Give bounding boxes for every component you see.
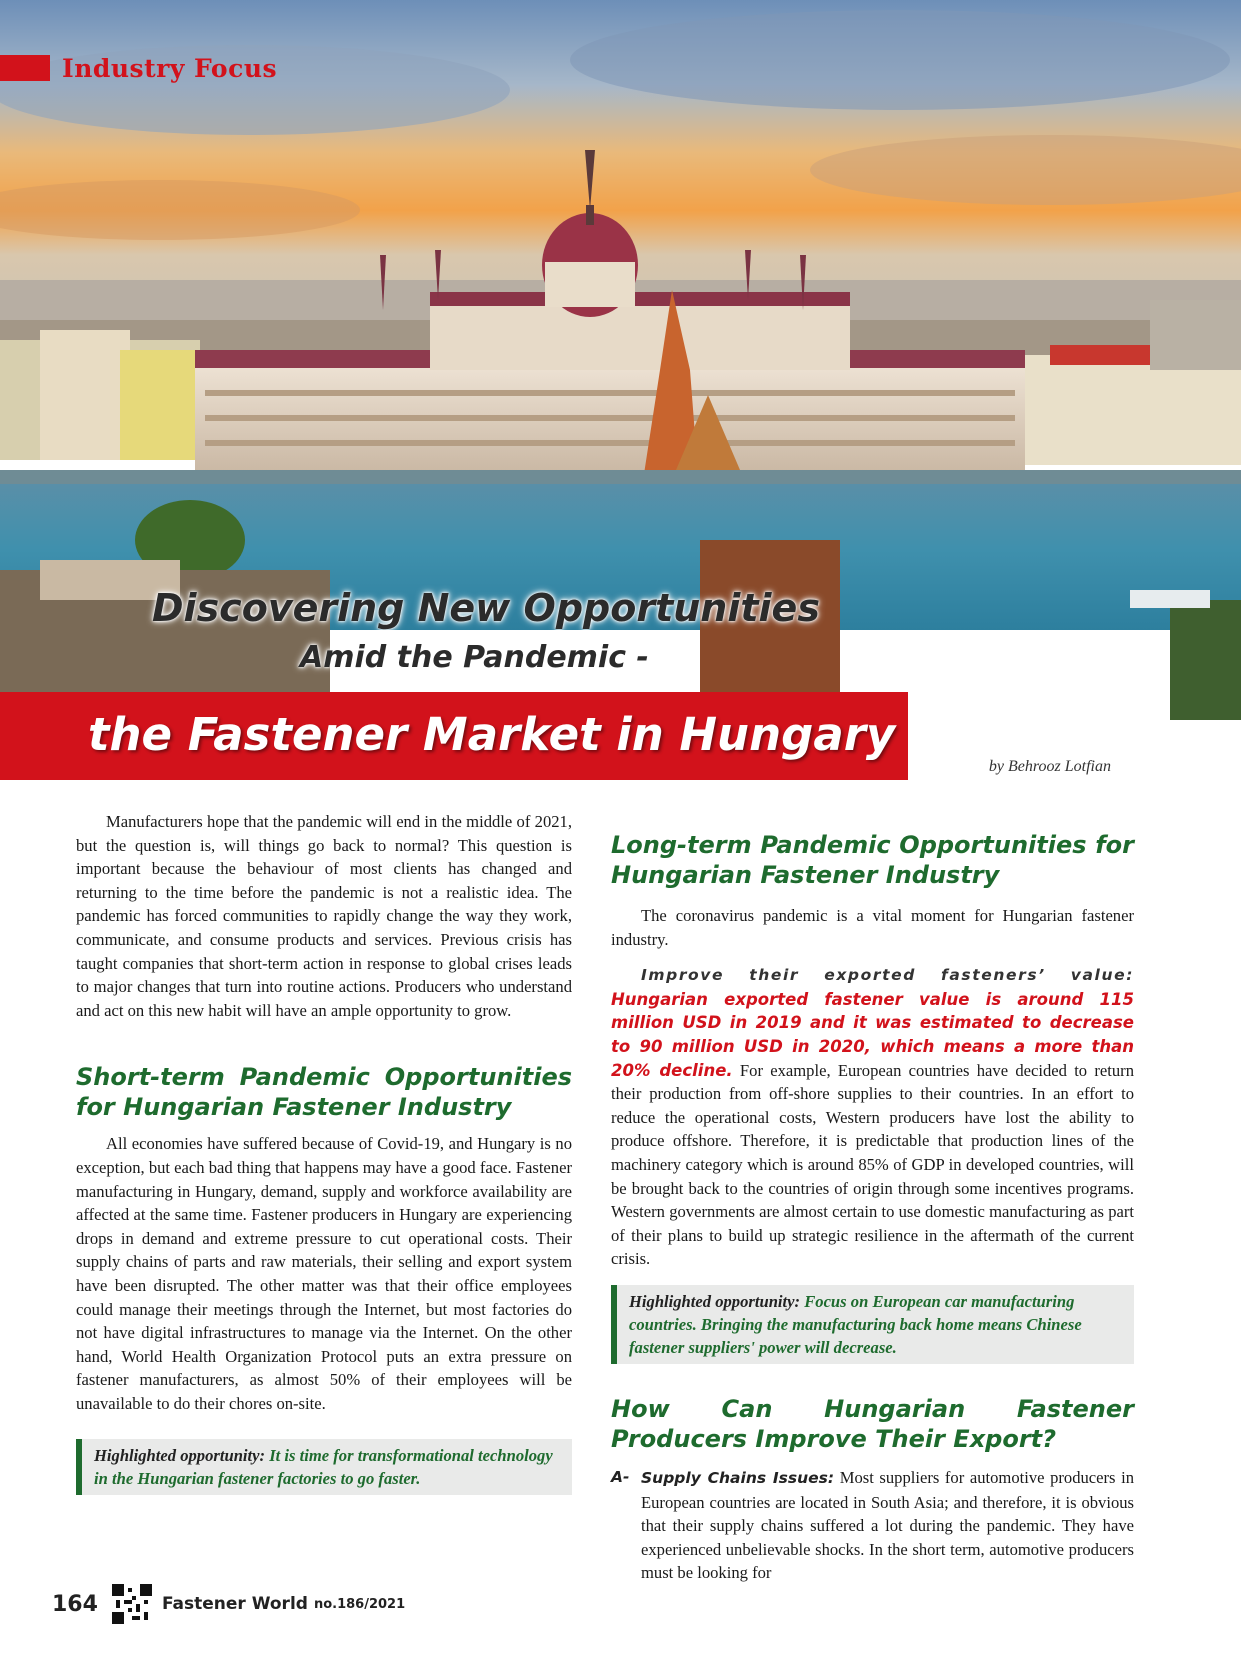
- highlight-label: Highlighted opportunity:: [629, 1291, 801, 1311]
- highlight-label: Highlighted opportunity:: [94, 1446, 266, 1466]
- export-value-lead: Improve their exported fasteners’ value:: [641, 966, 1134, 985]
- highlight-text: Focus on European car manufacturing countries. Bringing the manufacturing back home means Chinese fastener suppliers' power will decrease.: [629, 1291, 1082, 1357]
- title-line-2: Amid the Pandemic -: [300, 640, 649, 675]
- list-item: [611, 1466, 1134, 1585]
- right-column: [611, 810, 1134, 1585]
- section-tag: [0, 52, 277, 84]
- left-column: [76, 810, 572, 1495]
- export-value-paragraph: [611, 963, 1134, 1271]
- list-marker: A-: [611, 1467, 630, 1486]
- highlight-box-left: [76, 1439, 572, 1495]
- highlight-text: It is time for transformational technology in the Hungarian fastener factories to go faster.: [94, 1446, 553, 1489]
- title-line-3: the Fastener Market in Hungary: [88, 708, 896, 761]
- long-term-heading: Long-term Pandemic Opportunities for Hungarian Fastener Industry: [611, 831, 1134, 889]
- supply-chain-text: Most suppliers for automotive producers in European countries are located in South Asia; and therefore, it is obvious that their supply chains suffered a lot during the pandemic. They have experienced unbelievable shocks. In the short term, automotive producers must be looking for: [641, 1467, 1134, 1583]
- export-heading: How Can Hungarian Fastener Producers Improve Their Export?: [611, 1394, 1134, 1453]
- highlight-box-right: [611, 1285, 1134, 1364]
- section-tag-bar: [0, 55, 50, 81]
- export-value-highlight: Hungarian exported fastener value is around 115 million USD in 2019 and it was estimated to decrease to 90 million USD in 2020, which means a more than 20% decline.: [611, 989, 1134, 1080]
- section-tag-label: Industry Focus: [62, 53, 278, 83]
- short-term-paragraph: All economies have suffered because of Covid-19, and Hungary is no exception, but each bad thing that happens may have a good face. Fastener manufacturing in Hungary, demand, supply and workforce availability are affected at the same time. Fastener producers in Hungary are experiencing drops in demand and extreme pressure to cut operational costs. Their supply chains of parts and raw materials, their selling and export system have been disrupted. The other matter was that their office employees could manage their meetings through the Internet, but most factories do not have digital infrastructures to manage via the Internet. On the other hand, World Health Organization Protocol puts an extra pressure on fastener manufacturers, as almost 50% of their employees will be unavailable to do their chores on-site.: [76, 1134, 572, 1413]
- intro-paragraph: Manufacturers hope that the pandemic will end in the middle of 2021, but the question is, will things go back to normal? This question is important because the behaviour of most clients has changed and returning to the time before the pandemic is not a realistic idea. The pandemic has forced communities to rapidly change the way they work, communicate, and consume products and services. Previous crisis has taught companies that short-term action in response to global crises leads to major changes that turn into routine actions. Producers who understand and act on this new habit will have an ample opportunity to grow.: [76, 812, 572, 1020]
- magazine-name: Fastener World: [161, 1594, 308, 1614]
- byline: by Behrooz Lotfian: [988, 758, 1111, 775]
- title-line-1: Discovering New Opportunities: [152, 586, 820, 630]
- page-footer: [52, 1583, 405, 1625]
- issue-number: no.186/2021: [313, 1596, 406, 1612]
- page-number: 164: [52, 1591, 98, 1617]
- long-term-intro: The coronavirus pandemic is a vital moment for Hungarian fastener industry.: [611, 906, 1134, 949]
- export-value-body: For example, European countries have decided to return their production from off-shore supplies to their countries. In an effort to reduce the operational costs, Western producers have lost the ability to produce offshore. Therefore, it is predictable that production lines of the machinery category which is around 85% of GDP in developed countries, will be brought back to the countries of origin through some incentives programs. Western governments are almost certain to use domestic manufacturing as part of their plans to build up strategic resilience in the aftermath of the current crisis.: [611, 1060, 1134, 1269]
- supply-chain-lead: Supply Chains Issues:: [641, 1468, 835, 1487]
- qr-code-icon[interactable]: [112, 1584, 152, 1624]
- short-term-heading: Short-term Pandemic Opportunities for Hungarian Fastener Industry: [76, 1063, 572, 1122]
- list-body: [641, 1466, 1134, 1585]
